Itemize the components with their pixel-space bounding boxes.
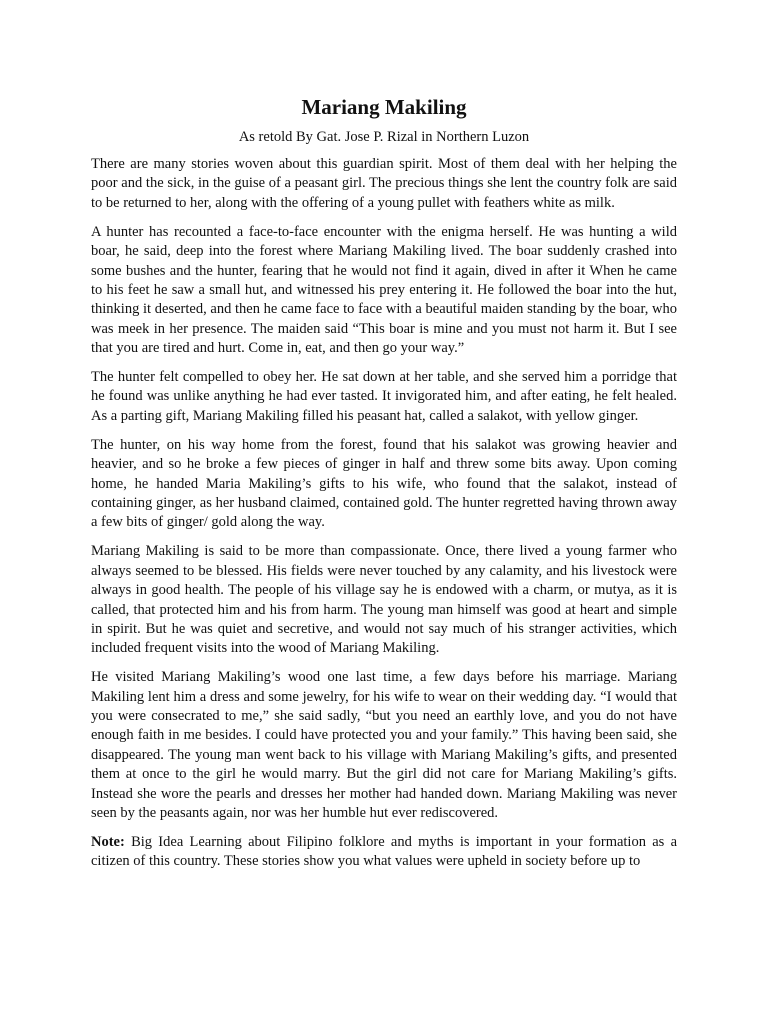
paragraph-young-farmer: Mariang Makiling is said to be more than compassionate. Once, there lived a young farmer who always seemed to be blessed. His fields were never touched by any calamity, and his livestock were always in good health. The people of his village say he is endowed with a charm, or mutya, as it is called, that protected him and his from harm. The young man himself was good at heart and simple in spirit. But he was quiet and secretive, and would not say much of his stranger activities, which included frequent visits into the wood of Mariang Makiling. bbox=[91, 543, 677, 657]
document-page bbox=[91, 93, 677, 881]
note-text: Big Idea Learning about Filipino folklore and myths is important in your formation as a citizen of this country. These stories show you what values were upheld in society before up to bbox=[91, 834, 677, 870]
note-label: Note: bbox=[91, 834, 125, 850]
paragraph-guardian-spirit: There are many stories woven about this guardian spirit. Most of them deal with her helping the poor and the sick, in the guise of a peasant girl. The precious things she lent the country folk are said to be returned to her, along with the offering of a young pullet with feathers white as milk. bbox=[91, 156, 677, 211]
note-paragraph bbox=[91, 833, 677, 872]
document-title: Mariang Makiling bbox=[301, 95, 467, 119]
document-subtitle: As retold By Gat. Jose P. Rizal in Northern Luzon bbox=[238, 129, 530, 145]
paragraph-hunter-encounter: A hunter has recounted a face-to-face encounter with the enigma herself. He was hunting a wild boar, he said, deep into the forest where Mariang Makiling lived. The boar suddenly crashed into some bushes and the hunter, fearing that he would not find it again, dived in after it When he came to his feet he saw a small hut, and witnessed his prey entering it. He followed the boar into the hut, thinking it deserted, and then he came face to face with a beautiful maiden standing by the boar, who was meek in her presence. The maiden said “This boar is mine and you must not harm it. But I see that you are tired and hurt. Come in, eat, and then go your way.” bbox=[91, 223, 677, 357]
paragraph-porridge-gift: The hunter felt compelled to obey her. He sat down at her table, and she served him a porridge that he found was unlike anything he had ever tasted. It invigorated him, and after eating, he felt healed. As a parting gift, Mariang Makiling filled his peasant hat, called a salakot, with yellow ginger. bbox=[91, 369, 677, 424]
paragraph-last-visit: He visited Mariang Makiling’s wood one last time, a few days before his marriage. Mariang Makiling lent him a dress and some jewelry, for his wife to wear on their wedding day. “I would that you were consecrated to me,” she said sadly, “but you need an earthly love, and you do not have enough faith in me besides. I could have protected you and your family.” This having been said, she disappeared. The young man went back to his village with Mariang Makiling’s gifts, and presented them at once to the girl he would marry. But the girl did not care for Mariang Makiling’s gifts. Instead she wore the pearls and dresses her mother had handed down. Mariang Makiling was never seen by the peasants again, nor was her humble hut ever rediscovered. bbox=[91, 669, 677, 822]
paragraph-ginger-gold: The hunter, on his way home from the forest, found that his salakot was growing heavier and heavier, and so he broke a few pieces of ginger in half and threw some bits away. Upon coming home, he handed Maria Makiling’s gifts to his wife, who found that the salakot, instead of containing ginger, as her husband claimed, contained gold. The hunter regretted having thrown away a few bits of ginger/ gold along the way. bbox=[91, 436, 677, 531]
